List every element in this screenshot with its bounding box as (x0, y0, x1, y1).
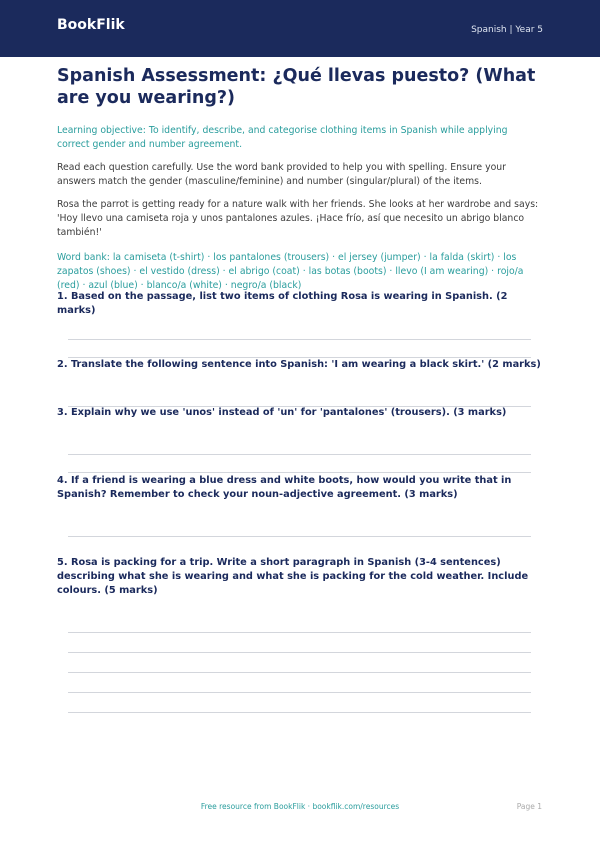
answer-line[interactable] (68, 652, 531, 653)
answer-line[interactable] (68, 536, 531, 537)
question-1: 1. Based on the passage, list two items of clothing Rosa is wearing in Spanish. (2 marks) (57, 291, 508, 316)
answer-line[interactable] (68, 632, 531, 633)
answer-line[interactable] (68, 339, 531, 340)
page-header (0, 0, 600, 57)
answer-line[interactable] (68, 692, 531, 693)
word-bank: Word bank: la camiseta (t-shirt) · los pantalones (trousers) · el jersey (jumper) · la falda (skirt) · los zapatos (shoes) · el vestido (dress) · el abrigo (coat) · las botas (boots) · llevo (I am wearing) · rojo/a (red) · azul (blue) · blanco/a (white) · negro/a (black) (57, 252, 524, 291)
question-5: 5. Rosa is packing for a trip. Write a short paragraph in Spanish (3-4 sentences) describing what she is wearing and what she is packing for the cold weather. Include colours. (5 marks) (57, 557, 529, 596)
page-number: Page 1 (516, 802, 542, 811)
page-title: Spanish Assessment: ¿Qué llevas puesto? (What are you wearing?) (57, 66, 536, 108)
passage-text: Rosa the parrot is getting ready for a nature walk with her friends. She looks at her wardrobe and says: 'Hoy llevo una camiseta roja y unos pantalones azules. ¡Hace frío, así que necesito un abrigo blanco también!' (57, 199, 539, 238)
brand-logo: BookFlik (57, 16, 125, 33)
answer-line[interactable] (68, 472, 531, 473)
intro-section (57, 65, 543, 293)
instructions-text: Read each question carefully. Use the word bank provided to help you with spelling. Ensure your answers match the gender (masculine/feminine) and number (singular/plural) of the items. (57, 162, 506, 187)
question-4: 4. If a friend is wearing a blue dress and white boots, how would you write that in Spanish? Remember to check your noun-adjective agreement. (3 marks) (57, 475, 512, 500)
question-3: 3. Explain why we use 'unos' instead of 'un' for 'pantalones' (trousers). (3 marks) (57, 407, 507, 418)
subject-year-label: Spanish | Year 5 (471, 24, 543, 35)
footer-text: Free resource from BookFlik · bookflik.com/resources (200, 802, 400, 811)
answer-line[interactable] (68, 454, 531, 455)
answer-line[interactable] (68, 672, 531, 673)
question-2: 2. Translate the following sentence into Spanish: 'I am wearing a black skirt.' (2 marks) (57, 359, 541, 370)
answer-line[interactable] (68, 712, 531, 713)
learning-objective: Learning objective: To identify, describe, and categorise clothing items in Spanish while applying correct gender and number agreement. (57, 125, 508, 150)
